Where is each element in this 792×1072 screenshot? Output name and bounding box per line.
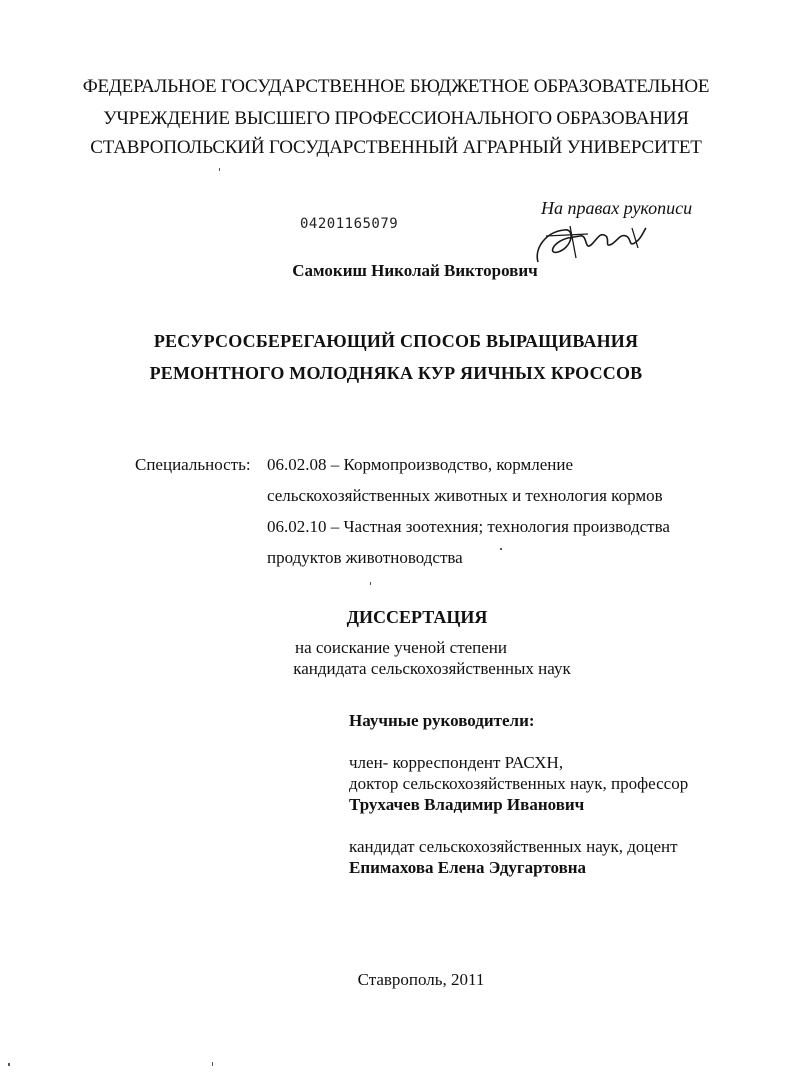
dissertation-degree-line-1: на соискание ученой степени [294, 638, 508, 657]
city-year: Ставрополь, 2011 [357, 970, 485, 989]
supervisors-heading: Научные руководители: [349, 711, 535, 730]
supervisor-1-name: Трухачев Владимир Иванович [349, 795, 585, 814]
author-name: Самокиш Николай Викторович [292, 261, 538, 280]
specialty-line-4: продуктов животноводства [267, 548, 463, 567]
dissertation-degree-line-2: кандидата сельскохозяйственных наук [293, 659, 571, 678]
institution-line-2: УЧРЕЖДЕНИЕ ВЫСШЕГО ПРОФЕССИОНАЛЬНОГО ОБРАЗОВАНИЯ [103, 108, 689, 129]
institution-line-1: ФЕДЕРАЛЬНОЕ ГОСУДАРСТВЕННОЕ БЮДЖЕТНОЕ ОБРАЗОВАТЕЛЬНОЕ [82, 76, 710, 97]
serial-number: 04201165079 [300, 216, 399, 232]
title-line-2: РЕМОНТНОГО МОЛОДНЯКА КУР ЯИЧНЫХ КРОССОВ [149, 363, 643, 383]
institution-line-3: СТАВРОПОЛЬСКИЙ ГОСУДАРСТВЕННЫЙ АГРАРНЫЙ УНИВЕРСИТЕТ [90, 137, 702, 158]
dissertation-heading: ДИССЕРТАЦИЯ [346, 607, 488, 627]
supervisor-1-rank: член- корреспондент РАСХН, [349, 753, 564, 772]
specialty-line-3: 06.02.10 – Частная зоотехния; технология производства [267, 517, 670, 536]
rights-note: На правах рукописи [541, 198, 693, 218]
specialty-line-1: 06.02.08 – Кормопроизводство, кормление [267, 455, 574, 474]
specialty-label: Специальность: [135, 455, 251, 474]
scan-speck [212, 1062, 213, 1066]
scan-speck [219, 168, 220, 171]
scan-speck [500, 548, 502, 550]
scan-speck [8, 1063, 10, 1066]
specialty-line-2: сельскохозяйственных животных и технология кормов [267, 486, 663, 505]
supervisor-1-degree: доктор сельскохозяйственных наук, профессор [349, 774, 689, 793]
title-line-1: РЕСУРСОСБЕРЕГАЮЩИЙ СПОСОБ ВЫРАЩИВАНИЯ [153, 331, 639, 351]
supervisor-2-degree: кандидат сельскохозяйственных наук, доцент [349, 837, 678, 856]
supervisor-2-name: Епимахова Елена Эдугартовна [349, 858, 587, 877]
scan-speck [370, 582, 371, 585]
